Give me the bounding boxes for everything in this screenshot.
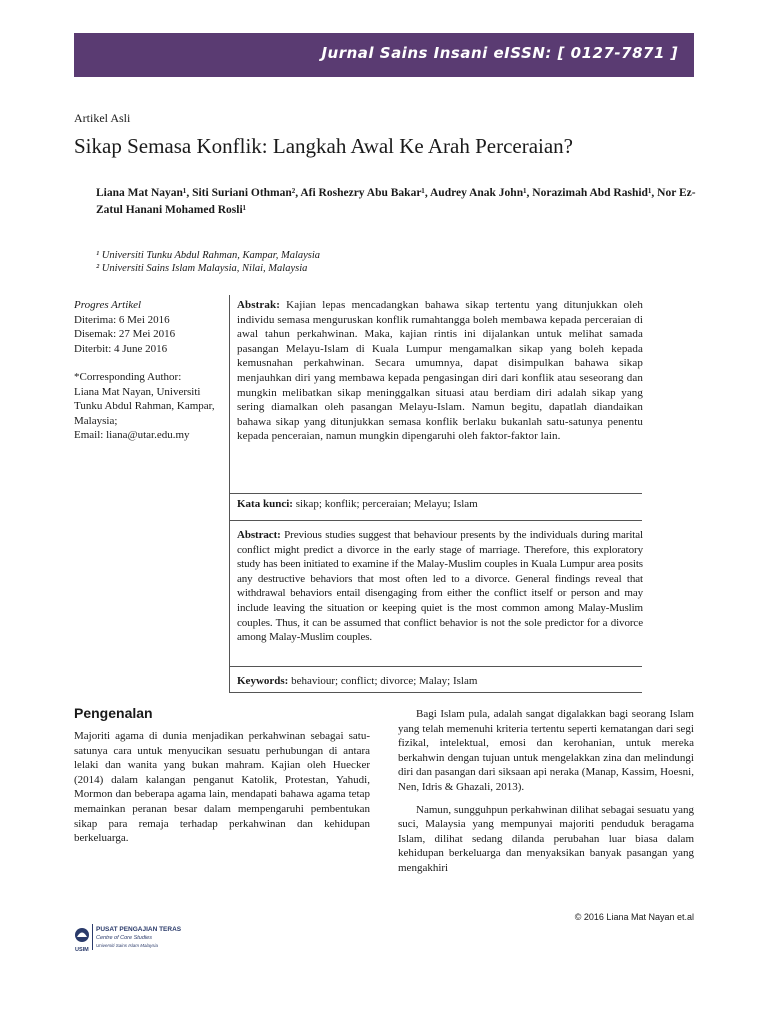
corresponding-email[interactable]: Email: liana@utar.edu.my <box>74 429 190 441</box>
author-list: Liana Mat Nayan¹, Siti Suriani Othman², Afi Roshezry Abu Bakar¹, Audrey Anak John¹, Norazimah Abd Rashid¹, Nor Ez-Zatul Hanani Mohamed Rosli¹ <box>96 187 696 216</box>
abstract-ms-text: Kajian lepas mencadangkan bahawa sikap tertentu yang ditunjukkan oleh individu semasa menguruskan konflik rumahtangga boleh membawa kepada perceraian di awal tahun perkahwinan. Maka, kajian rintis ini dijalankan untuk melihat samada pasangan Melayu-Islam di Kuala Lumpur mengamalkan sikap yang boleh kepada kemusnahan perkahwinan. Secara umumnya, dapat disimpulkan bahawa sikap menjauhkan diri yang membawa kepada pengasingan diri dari konflik atau seseorang dan mungkin melibatkan sikap meninggalkan situasi atau berdiam diri adalah sikap yang sering diamalkan oleh pasangan Melayu-Islam. Namun begitu, dapatlah diandaikan bahawa sikap yang ditunjukkan semasa konflik berlaku bukanlah satu-satunya penentu kepada penceraian, namun mungkin dipengaruhi oleh faktor-faktor lain. <box>237 299 643 443</box>
logo-mark: USIM <box>75 947 89 953</box>
journal-banner-text: Jurnal Sains Insani eISSN: [ 0127-7871 ] <box>321 44 678 62</box>
abstract-en <box>237 528 643 645</box>
published-date: Diterbit: 4 June 2016 <box>74 342 168 355</box>
section-heading-introduction: Pengenalan <box>74 705 153 721</box>
corresponding-name: Liana Mat Nayan, Universiti Tunku Abdul Rahman, Kampar, Malaysia; <box>74 385 215 427</box>
keywords-ms <box>237 497 643 512</box>
usim-logo <box>74 922 182 954</box>
abstract-en-text: Previous studies suggest that behaviour presents by the individuals during marital conflict might predict a divorce in the early stage of marriage. Therefore, this exploratory study has been initiated to examine if the Malay-Muslim couples in Kuala Lumpur area posits any destructive behaviors that most often led to a divorce. General findings reveal that withdrawal behaviors entail disengaging from either the conflict itself or person and may include leaving the situation or keeping quiet is the most common among Malay-Muslim couples. Thus, it can be assumed that conflict behavior is not the sole predictor for a divorce among Malay-Muslim couples. <box>237 529 643 644</box>
article-title: Sikap Semasa Konflik: Langkah Awal Ke Arah Perceraian? <box>74 134 573 158</box>
abstract-en-label: Abstract: <box>237 529 281 541</box>
abstract-divider-1 <box>229 493 642 494</box>
intro-right-paragraph-1: Bagi Islam pula, adalah sangat digalakkan bagi seorang Islam yang telah memenuhi kriteria tertentu seperti kematangan dari segi fizikal, intelektual, emosi dan kerohanian, untuk mereka berkahwin dengan tujuan untuk mengelakkan zina dan melindungi diri dan pasangan dari siksaan api neraka (Manap, Kassim, Hoesni, Nen, Idris & Ghazali, 2013). <box>398 708 694 793</box>
intro-right-column <box>398 707 694 876</box>
revised-date: Disemak: 27 Mei 2016 <box>74 328 176 340</box>
keywords-ms-label: Kata kunci: <box>237 498 293 510</box>
article-info-sidebar <box>74 298 229 443</box>
progress-label: Progres Artikel <box>74 299 142 311</box>
affiliation-1: ¹ Universiti Tunku Abdul Rahman, Kampar, Malaysia <box>96 250 321 261</box>
logo-line-3: Universiti Sains Islam Malaysia <box>96 943 159 948</box>
affiliations <box>96 249 696 275</box>
keywords-en <box>237 674 643 689</box>
affiliation-2: ² Universiti Sains Islam Malaysia, Nilai, Malaysia <box>96 263 308 274</box>
intro-left-paragraph: Majoriti agama di dunia menjadikan perkahwinan sebagai satu-satunya cara untuk menyucikan sesuatu perhubungan di antara lelaki dan wanita yang bukan mahram. Kajian oleh Huecker (2014) dalam kalangan penganut Katolik, Protestan, Yahudi, Mormon dan beberapa agama lain, mendapati bahawa agama tetap memainkan peranan besar dalam mempengaruhi pembentukan sikap para remaja terhadap perkahwinan dan kehidupan berkeluarga. <box>74 730 370 845</box>
keywords-en-text: behaviour; conflict; divorce; Malay; Islam <box>291 675 478 687</box>
abstract-divider-2 <box>229 520 642 521</box>
intro-right-paragraph-2: Namun, sungguhpun perkahwinan dilihat sebagai sesuatu yang suci, Malaysia yang mempunyai majoriti penduduk beragama Islam, dilihat sedang dilanda perubahan luar biasa dalam kehidupan berkeluarga dan menyaksikan banyak pasangan yang mengakhiri <box>398 803 694 874</box>
keywords-en-label: Keywords: <box>237 675 289 687</box>
corresponding-label: *Corresponding Author: <box>74 371 182 383</box>
abstract-divider-4 <box>229 692 642 693</box>
abstract-divider-3 <box>229 666 642 667</box>
logo-line-1: PUSAT PENGAJIAN TERAS <box>96 926 182 933</box>
copyright-notice: © 2016 Liana Mat Nayan et.al <box>574 912 694 922</box>
article-type: Artikel Asli <box>74 111 131 125</box>
journal-banner <box>74 33 694 77</box>
logo-line-2: Centre of Core Studies <box>96 935 152 941</box>
abstract-ms <box>237 298 643 444</box>
abstract-ms-label: Abstrak: <box>237 299 280 311</box>
received-date: Diterima: 6 Mei 2016 <box>74 313 170 326</box>
keywords-ms-text: sikap; konflik; perceraian; Melayu; Islam <box>295 498 478 510</box>
